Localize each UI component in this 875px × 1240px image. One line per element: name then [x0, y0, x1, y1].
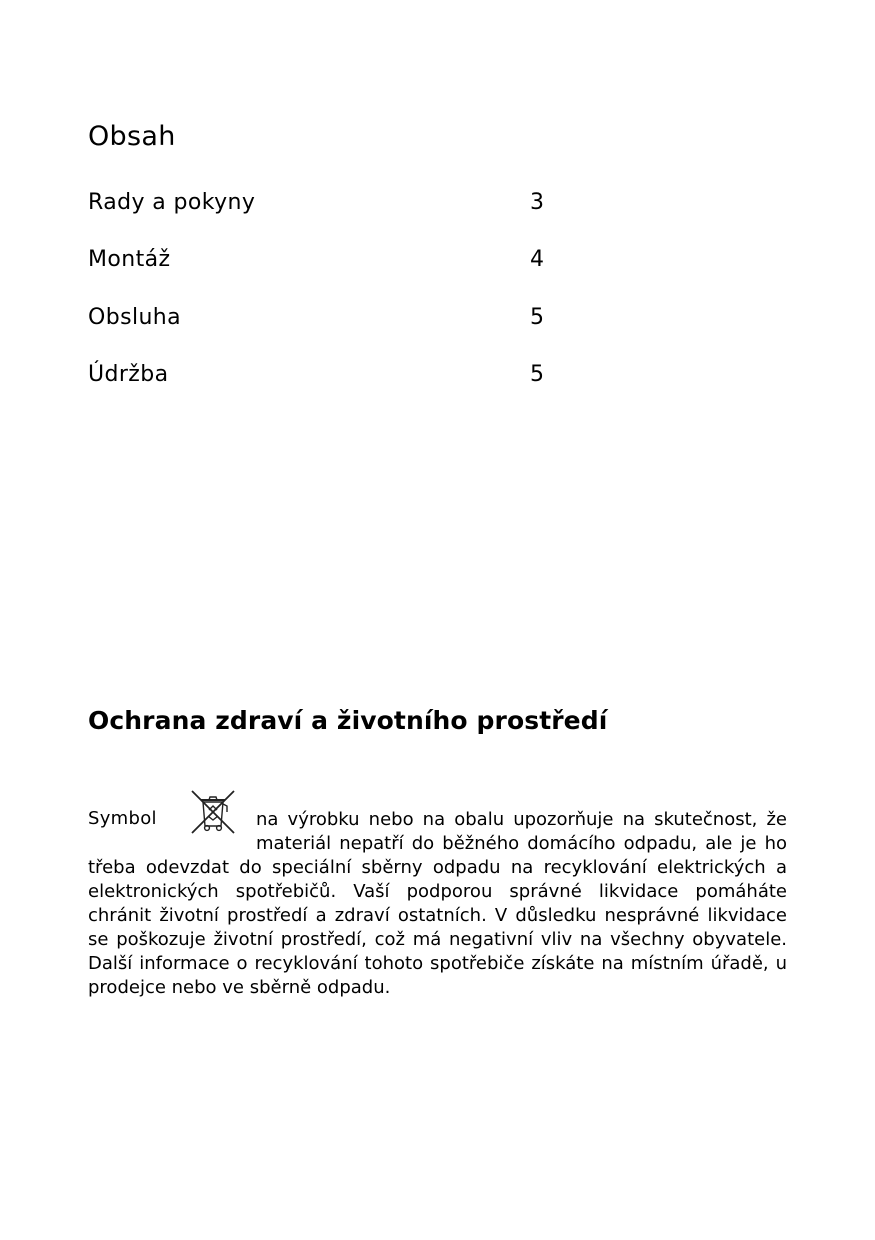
toc-item-label: Obsluha [88, 305, 182, 330]
toc-item-label: Montáž [88, 247, 171, 272]
toc-item[interactable] [88, 247, 548, 277]
symbol-word: Symbol [88, 808, 157, 829]
eco-section-title: Ochrana zdraví a životního prostředí [88, 706, 608, 735]
toc-item[interactable] [88, 362, 548, 392]
toc-item-page: 5 [530, 305, 545, 330]
eco-text-body: třeba odevzdat do speciální sběrny odpadu na recyklování elektrických a elektronických spotřebičů. Vaší podporou správné likvidace pomáháte chránit životní prostředí a zdraví ostatních. V důsledku nesprávné likvidace se poškozuje životní prostředí, což má negativní vliv na všechny obyvatele. Další informace o recyklování tohoto spotřebiče získáte na místním úřadě, u prodejce nebo ve sběrně odpadu. [88, 857, 787, 998]
toc-item-page: 3 [530, 190, 545, 215]
toc-item[interactable] [88, 190, 548, 220]
toc-item[interactable] [88, 305, 548, 335]
toc-item-label: Rady a pokyny [88, 190, 256, 215]
crossed-out-wheelie-bin-icon [187, 786, 239, 838]
eco-text-line2: materiál nepatří do běžného domácího odpadu, ale je ho [256, 833, 787, 854]
toc-title: Obsah [88, 121, 176, 152]
eco-text-line1: na výrobku nebo na obalu upozorňuje na skutečnost, že [256, 809, 787, 830]
toc-item-page: 5 [530, 362, 545, 387]
toc-item-page: 4 [530, 247, 545, 272]
toc-item-label: Údržba [88, 362, 169, 387]
